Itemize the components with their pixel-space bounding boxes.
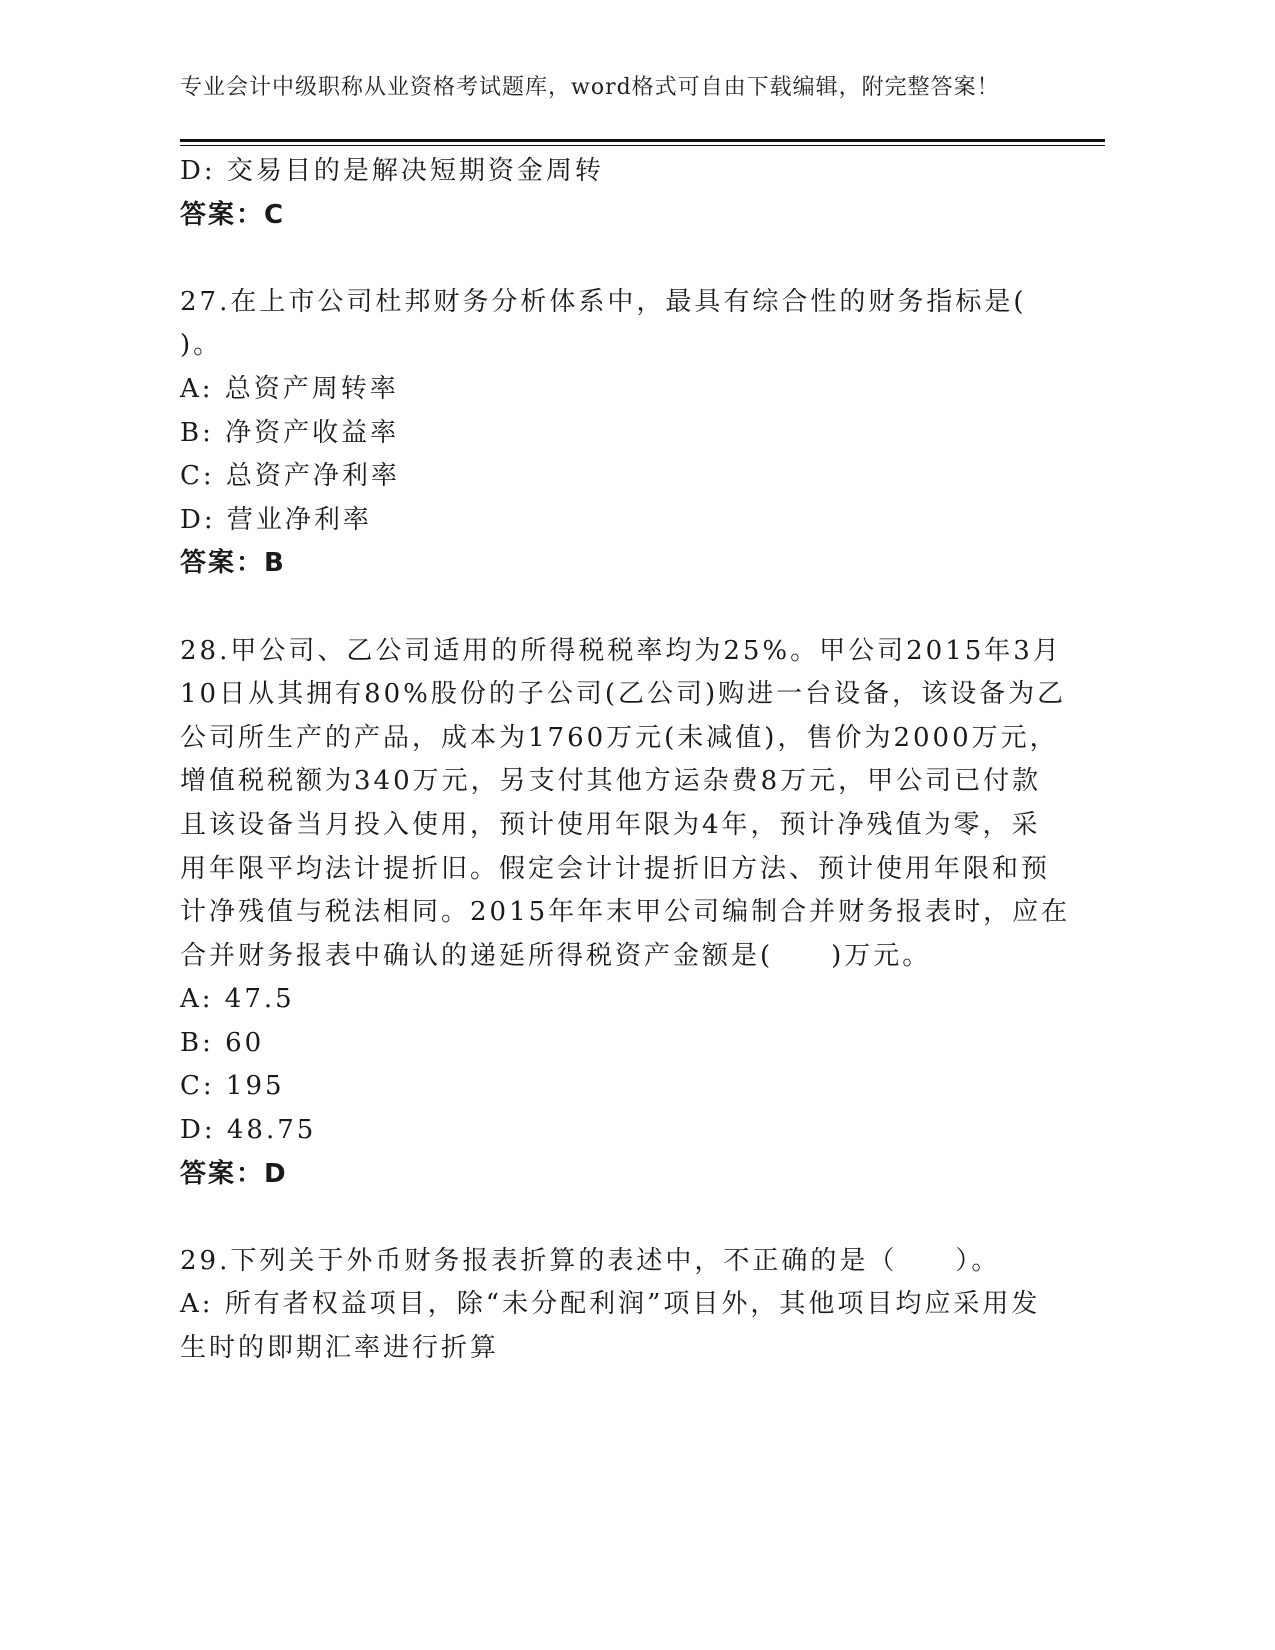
q28-answer: 答案：D [180, 1158, 288, 1189]
q28-stem-line: 计净残值与税法相同。2015年年末甲公司编制合并财务报表时，应在 [180, 897, 1071, 928]
q29-stem: 29.下列关于外币财务报表折算的表述中，不正确的是（ ）。 [180, 1245, 1001, 1276]
q27-stem-line-1: 27.在上市公司杜邦财务分析体系中，最具有综合性的财务指标是( [180, 286, 1027, 317]
q27-option-c: C: 总资产净利率 [180, 461, 400, 492]
q26-option-d: D: 交易目的是解决短期资金周转 [180, 156, 604, 186]
q28-stem-line: 28.甲公司、乙公司适用的所得税税率均为25%。甲公司2015年3月 [180, 635, 1062, 666]
q28-stem-line: 10日从其拥有80%股份的子公司(乙公司)购进一台设备，该设备为乙 [180, 679, 1067, 710]
q27-option-a: A: 总资产周转率 [180, 373, 399, 404]
q28-option-c: C: 195 [180, 1071, 285, 1102]
q27-stem-line-2: )。 [180, 330, 223, 361]
document-body [180, 150, 1071, 1371]
q27-answer: 答案：B [180, 548, 286, 579]
q28-stem-line: 合并财务报表中确认的递延所得税资产金额是( )万元。 [180, 940, 932, 971]
header-rule-thick [180, 139, 1105, 142]
q26-answer: 答案：C [180, 199, 286, 230]
spacer [180, 586, 1030, 630]
q29-option-a-line-2: 生时的即期汇率进行折算 [180, 1333, 500, 1364]
spacer [180, 1196, 1030, 1240]
q27-option-b: B: 净资产收益率 [180, 417, 400, 448]
q28-option-a: A: 47.5 [180, 984, 295, 1015]
q28-option-b: B: 60 [180, 1027, 265, 1058]
spacer [180, 237, 1030, 281]
header-rule-thin [180, 145, 1105, 146]
q28-stem-line: 用年限平均法计提折旧。假定会计计提折旧方法、预计使用年限和预 [180, 853, 1051, 884]
page-header: 专业会计中级职称从业资格考试题库，word格式可自由下载编辑，附完整答案！ [180, 75, 1000, 100]
q29-option-a-line-1: A: 所有者权益项目，除“未分配利润”项目外，其他项目均应采用发 [180, 1289, 1041, 1320]
q28-stem-line: 且该设备当月投入使用，预计使用年限为4年，预计净残值为零，采 [180, 809, 1041, 840]
q27-option-d: D: 营业净利率 [180, 504, 372, 535]
q28-stem-line: 公司所生产的产品，成本为1760万元(未减值)，售价为2000万元， [180, 722, 1059, 753]
q28-option-d: D: 48.75 [180, 1115, 317, 1146]
q28-stem-line: 增值税税额为340万元，另支付其他方运杂费8万元，甲公司已付款 [180, 766, 1042, 797]
